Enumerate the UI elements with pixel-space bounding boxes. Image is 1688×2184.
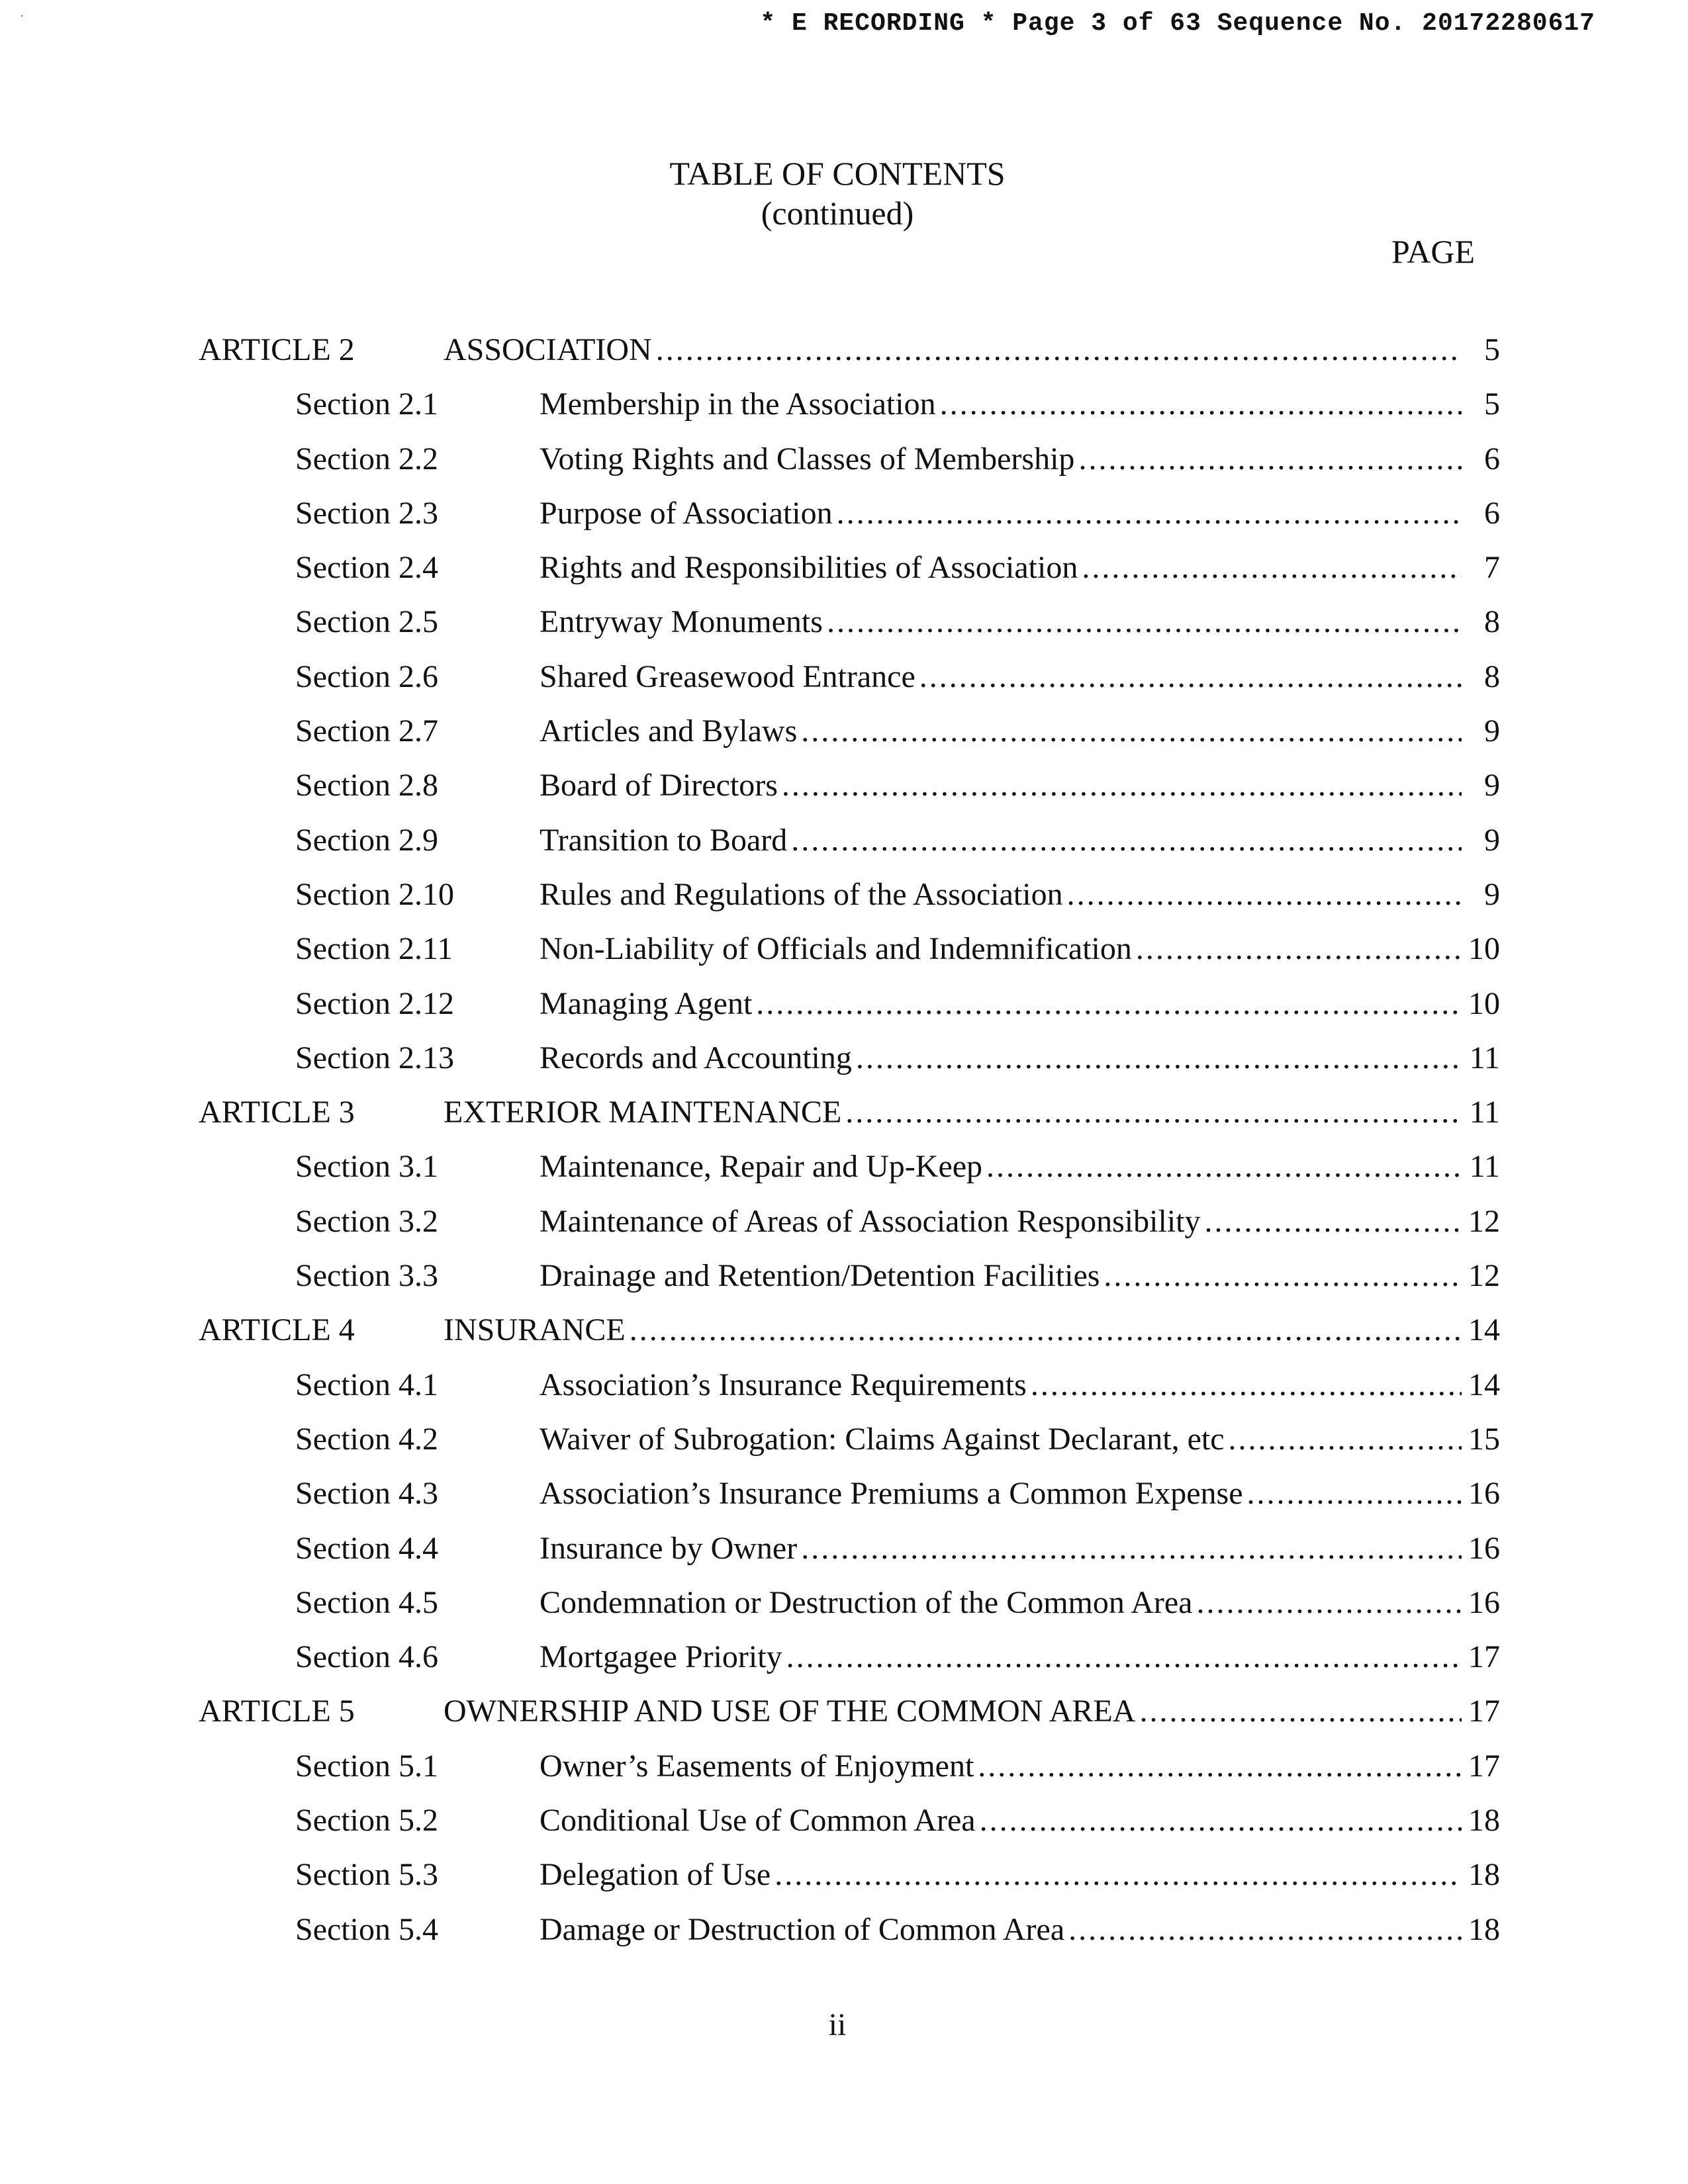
section-title: Rules and Regulations of the Association: [539, 876, 1063, 912]
entry-title-with-leader: [539, 1038, 1466, 1079]
article-number: ARTICLE 2: [199, 332, 355, 367]
entry-page-number: 17: [1468, 1639, 1500, 1675]
entry-title-with-leader: [539, 1473, 1466, 1514]
toc-section-entry: [0, 1637, 1688, 1691]
section-number: Section 2.1: [295, 387, 438, 422]
recording-header: * E RECORDING * Page 3 of 63 Sequence No. 20172280617: [760, 9, 1595, 38]
section-number: Section 5.1: [295, 1748, 438, 1784]
toc-section-entry: [0, 1365, 1688, 1419]
section-number: Section 2.11: [295, 931, 453, 967]
toc-section-entry: [0, 1038, 1688, 1092]
toc-section-entry: [0, 1746, 1688, 1800]
section-title: Association’s Insurance Requirements: [539, 1367, 1027, 1402]
entry-page-number: 11: [1469, 1095, 1500, 1130]
toc-section-entry: [0, 1909, 1688, 1964]
toc-section-entry: [0, 493, 1688, 547]
entry-page-number: 16: [1468, 1530, 1500, 1566]
section-title: Owner’s Easements of Enjoyment: [539, 1748, 974, 1784]
entry-title-with-leader: [539, 711, 1466, 752]
entry-page-number: 15: [1468, 1421, 1500, 1457]
entry-page-number: 10: [1468, 931, 1500, 967]
section-number: Section 4.5: [295, 1584, 438, 1620]
entry-title-with-leader: [539, 1365, 1466, 1406]
entry-title-with-leader: [539, 1854, 1466, 1895]
entry-title-with-leader: [539, 1201, 1466, 1242]
dot-leader: [1196, 1582, 1462, 1623]
entry-page-number: 8: [1484, 604, 1500, 640]
dot-leader: [782, 765, 1462, 806]
entry-title-with-leader: [539, 874, 1466, 915]
dot-leader: [980, 1800, 1462, 1841]
section-number: Section 3.3: [295, 1258, 438, 1294]
entry-page-number: 9: [1484, 822, 1500, 858]
section-number: Section 4.6: [295, 1639, 438, 1675]
entry-page-number: 12: [1468, 1258, 1500, 1294]
toc-article-entry: [0, 1691, 1688, 1745]
toc-section-entry: [0, 384, 1688, 438]
toc-section-entry: [0, 1528, 1688, 1582]
section-title: Non-Liability of Officials and Indemnification: [539, 931, 1132, 967]
entry-title-with-leader: [539, 1909, 1466, 1950]
dot-leader: [1247, 1473, 1462, 1514]
dot-leader: [986, 1146, 1462, 1187]
section-number: Section 2.6: [295, 659, 438, 694]
toc-section-entry: [0, 765, 1688, 819]
section-title: Association’s Insurance Premiums a Common Expense: [539, 1476, 1243, 1512]
dot-leader: [856, 1038, 1462, 1079]
entry-title-with-leader: [444, 330, 1466, 371]
article-title: INSURANCE: [444, 1312, 626, 1348]
entry-page-number: 7: [1484, 550, 1500, 586]
section-title: Articles and Bylaws: [539, 713, 798, 749]
toc-section-entry: [0, 1582, 1688, 1637]
section-title: Voting Rights and Classes of Membership: [539, 441, 1075, 477]
entry-page-number: 17: [1468, 1694, 1500, 1729]
dot-leader: [837, 493, 1462, 534]
toc-section-entry: [0, 657, 1688, 711]
entry-page-number: 14: [1468, 1367, 1500, 1402]
dot-leader: [1139, 1691, 1462, 1732]
entry-title-with-leader: [539, 1746, 1466, 1787]
section-title: Transition to Board: [539, 822, 788, 858]
entry-page-number: 12: [1468, 1203, 1500, 1239]
dot-leader: [1204, 1201, 1462, 1242]
section-title: Insurance by Owner: [539, 1530, 798, 1566]
section-title: Condemnation or Destruction of the Common Area: [539, 1584, 1193, 1620]
entry-page-number: 8: [1484, 659, 1500, 694]
entry-title-with-leader: [539, 929, 1466, 970]
toc-section-entry: [0, 1146, 1688, 1201]
dot-leader: [919, 657, 1462, 698]
toc-section-entry: [0, 820, 1688, 874]
entry-page-number: 18: [1468, 1857, 1500, 1893]
section-title: Damage or Destruction of Common Area: [539, 1911, 1065, 1947]
toc-article-entry: [0, 1092, 1688, 1146]
section-number: Section 4.3: [295, 1476, 438, 1512]
section-number: Section 2.9: [295, 822, 438, 858]
section-title: Records and Accounting: [539, 1040, 852, 1075]
section-title: Entryway Monuments: [539, 604, 823, 640]
entry-title-with-leader: [539, 1255, 1466, 1297]
dot-leader: [774, 1854, 1462, 1895]
toc-subtitle: (continued): [761, 195, 914, 232]
toc-section-entry: [0, 602, 1688, 656]
dot-leader: [791, 820, 1462, 861]
entry-page-number: 9: [1484, 768, 1500, 803]
entry-title-with-leader: [539, 765, 1466, 806]
section-number: Section 5.4: [295, 1911, 438, 1947]
section-title: Maintenance of Areas of Association Responsibility: [539, 1203, 1201, 1239]
section-number: Section 5.3: [295, 1857, 438, 1893]
stray-scan-mark: ·: [20, 9, 24, 23]
section-title: Purpose of Association: [539, 495, 833, 531]
section-title: Maintenance, Repair and Up-Keep: [539, 1149, 983, 1185]
dot-leader: [656, 330, 1462, 371]
section-number: Section 2.10: [295, 876, 454, 912]
entry-title-with-leader: [539, 1800, 1466, 1841]
dot-leader: [1103, 1255, 1462, 1297]
article-title: EXTERIOR MAINTENANCE: [444, 1095, 842, 1130]
entry-title-with-leader: [539, 439, 1466, 480]
article-title: OWNERSHIP AND USE OF THE COMMON AREA: [444, 1694, 1136, 1729]
toc-section-entry: [0, 547, 1688, 602]
entry-title-with-leader: [444, 1691, 1466, 1732]
dot-leader: [1067, 874, 1462, 915]
toc-section-entry: [0, 1201, 1688, 1255]
entry-title-with-leader: [444, 1092, 1466, 1133]
dot-leader: [827, 602, 1462, 643]
toc-article-entry: [0, 1310, 1688, 1364]
section-title: Delegation of Use: [539, 1857, 771, 1893]
entry-page-number: 6: [1484, 495, 1500, 531]
dot-leader: [1068, 1909, 1462, 1950]
section-number: Section 2.7: [295, 713, 438, 749]
toc-section-entry: [0, 1255, 1688, 1310]
toc-section-entry: [0, 1419, 1688, 1473]
toc-section-entry: [0, 1800, 1688, 1854]
toc-section-entry: [0, 874, 1688, 929]
entry-page-number: 11: [1469, 1040, 1500, 1075]
entry-title-with-leader: [539, 657, 1466, 698]
toc-title: TABLE OF CONTENTS: [669, 155, 1006, 192]
entry-title-with-leader: [539, 1637, 1466, 1678]
section-number: Section 4.1: [295, 1367, 438, 1402]
section-title: Waiver of Subrogation: Claims Against Declarant, etc: [539, 1421, 1225, 1457]
section-number: Section 2.12: [295, 985, 454, 1021]
article-title: ASSOCIATION: [444, 332, 652, 367]
toc-section-entry: [0, 929, 1688, 983]
dot-leader: [786, 1637, 1462, 1678]
toc-section-entry: [0, 983, 1688, 1038]
entry-page-number: 16: [1468, 1584, 1500, 1620]
section-number: Section 2.4: [295, 550, 438, 586]
entry-page-number: 5: [1484, 387, 1500, 422]
dot-leader: [1136, 929, 1462, 970]
section-number: Section 2.5: [295, 604, 438, 640]
entry-title-with-leader: [539, 384, 1466, 425]
entry-page-number: 10: [1468, 985, 1500, 1021]
toc-list: [0, 330, 1688, 1964]
article-number: ARTICLE 3: [199, 1095, 355, 1130]
toc-article-entry: [0, 330, 1688, 384]
entry-title-with-leader: [539, 983, 1466, 1024]
entry-title-with-leader: [539, 1146, 1466, 1187]
article-number: ARTICLE 4: [199, 1312, 355, 1348]
entry-title-with-leader: [444, 1310, 1466, 1351]
section-number: Section 4.2: [295, 1421, 438, 1457]
dot-leader: [1078, 439, 1462, 480]
dot-leader: [978, 1746, 1462, 1787]
entry-page-number: 18: [1468, 1803, 1500, 1839]
entry-page-number: 9: [1484, 876, 1500, 912]
dot-leader: [1082, 547, 1462, 588]
toc-section-entry: [0, 1473, 1688, 1527]
section-number: Section 5.2: [295, 1803, 438, 1839]
entry-page-number: 11: [1469, 1149, 1500, 1185]
section-number: Section 2.2: [295, 441, 438, 477]
section-number: Section 3.1: [295, 1149, 438, 1185]
section-number: Section 2.3: [295, 495, 438, 531]
entry-title-with-leader: [539, 820, 1466, 861]
dot-leader: [1031, 1365, 1462, 1406]
section-title: Membership in the Association: [539, 387, 936, 422]
section-title: Shared Greasewood Entrance: [539, 659, 915, 694]
entry-title-with-leader: [539, 1528, 1466, 1569]
dot-leader: [1229, 1419, 1462, 1460]
entry-page-number: 17: [1468, 1748, 1500, 1784]
article-number: ARTICLE 5: [199, 1694, 355, 1729]
entry-title-with-leader: [539, 1419, 1466, 1460]
entry-page-number: 6: [1484, 441, 1500, 477]
section-number: Section 2.8: [295, 768, 438, 803]
dot-leader: [801, 711, 1462, 752]
section-title: Board of Directors: [539, 768, 778, 803]
section-number: Section 3.2: [295, 1203, 438, 1239]
section-number: Section 2.13: [295, 1040, 454, 1075]
dot-leader: [940, 384, 1462, 425]
entry-title-with-leader: [539, 493, 1466, 534]
dot-leader: [630, 1310, 1462, 1351]
dot-leader: [845, 1092, 1462, 1133]
entry-page-number: 5: [1484, 332, 1500, 367]
entry-page-number: 9: [1484, 713, 1500, 749]
section-title: Rights and Responsibilities of Association: [539, 550, 1078, 586]
section-title: Conditional Use of Common Area: [539, 1803, 976, 1839]
toc-section-entry: [0, 1854, 1688, 1909]
dot-leader: [801, 1528, 1462, 1569]
page-column-label: PAGE: [1391, 233, 1475, 270]
entry-page-number: 14: [1468, 1312, 1500, 1348]
entry-title-with-leader: [539, 547, 1466, 588]
section-number: Section 4.4: [295, 1530, 438, 1566]
toc-section-entry: [0, 439, 1688, 493]
entry-title-with-leader: [539, 602, 1466, 643]
entry-page-number: 18: [1468, 1911, 1500, 1947]
dot-leader: [756, 983, 1462, 1024]
footer-page-number: ii: [828, 2007, 847, 2042]
section-title: Managing Agent: [539, 985, 753, 1021]
entry-page-number: 16: [1468, 1476, 1500, 1512]
section-title: Drainage and Retention/Detention Facilities: [539, 1258, 1100, 1294]
toc-section-entry: [0, 711, 1688, 765]
entry-title-with-leader: [539, 1582, 1466, 1623]
section-title: Mortgagee Priority: [539, 1639, 782, 1675]
